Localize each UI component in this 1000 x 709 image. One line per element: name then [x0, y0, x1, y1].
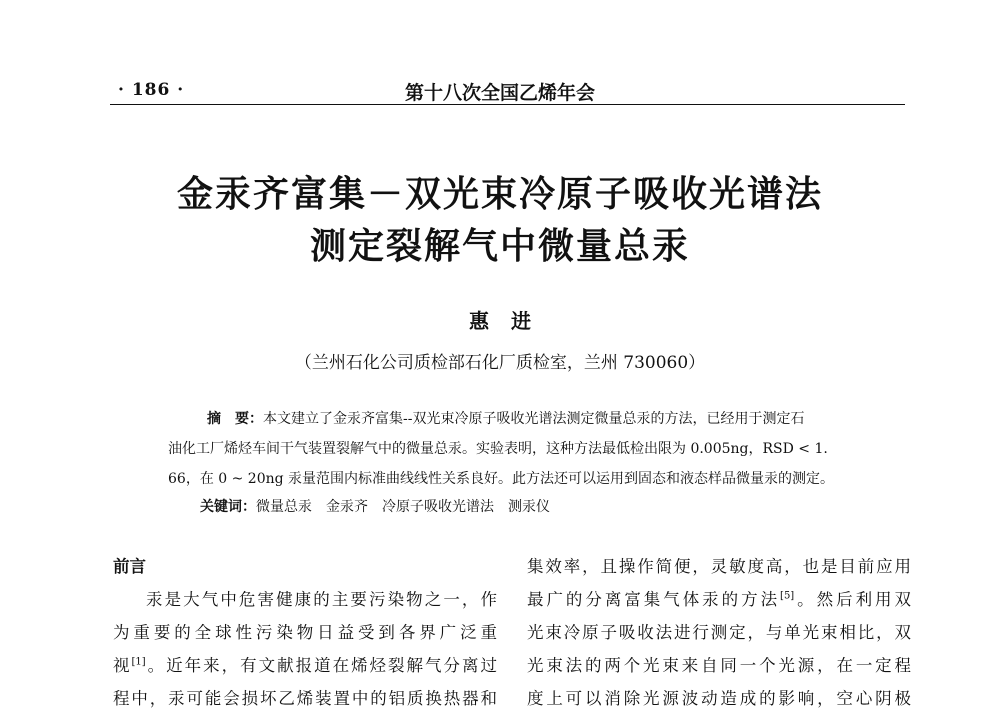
keywords-text: 微量总汞 金汞齐 冷原子吸收光谱法 测汞仪 [256, 499, 550, 515]
body-right-line-1: 集效率，且操作简便，灵敏度高，也是目前应用 [527, 557, 911, 576]
body-left-line-3 [113, 652, 497, 676]
abstract-label: 摘 要： [207, 411, 263, 427]
abstract-line-1 [207, 408, 907, 428]
body-right-line-2a: 最广的分离富集气体汞的方法 [527, 590, 781, 609]
header-rule [110, 104, 905, 105]
abstract-line-2: 油化工厂烯烃车间干气装置裂解气中的微量总汞。实验表明，这种方法最低检出限为 0.005ng，RSD < 1. [168, 441, 828, 457]
body-left-line-3b: 。近年来，有文献报道在烯烃裂解气分离过 [145, 656, 498, 675]
citation-1: [1] [131, 656, 146, 668]
page-header [0, 72, 1000, 106]
body-left-line-4: 程中，汞可能会损坏乙烯装置中的铝质换热器和 [113, 689, 497, 708]
keywords-line [200, 496, 900, 516]
body-left-line-2: 为重要的全球性污染物日益受到各界广泛重 [113, 623, 497, 642]
paper-title-line-1: 金汞齐富集－双光束冷原子吸收光谱法 [176, 174, 823, 215]
body-right-line-4: 光束法的两个光束来自同一个光源，在一定程 [527, 656, 911, 675]
running-title: 第十八次全国乙烯年会 [404, 82, 595, 104]
abstract-text-1: 本文建立了金汞齐富集--双光束冷原子吸收光谱法测定微量总汞的方法，已经用于测定石 [263, 411, 805, 427]
affiliation: （兰州石化公司质检部石化厂质检室，兰州 730060） [294, 353, 706, 373]
body-left-line-3a: 视 [113, 656, 132, 675]
abstract-line-3: 66，在 0 ~ 20ng 汞量范围内标准曲线线性关系良好。此方法还可以运用到固态和液态样品微量汞的测定。 [168, 471, 835, 487]
body-right-line-2b: 。然后利用双 [794, 590, 912, 609]
body-right-line-3: 光束冷原子吸收法进行测定，与单光束相比，双 [527, 623, 911, 642]
author-name: 惠进 [469, 309, 553, 333]
body-right-line-5: 度上可以消除光源波动造成的影响，空心阴极 [527, 689, 911, 708]
body-left-line-1: 汞是大气中危害健康的主要污染物之一，作 [146, 590, 497, 609]
citation-5: [5] [780, 590, 795, 602]
keywords-label: 关键词： [200, 499, 256, 515]
paper-title-line-2: 测定裂解气中微量总汞 [309, 226, 690, 267]
body-right-line-2 [527, 586, 911, 610]
page-number: · 186 · [118, 80, 185, 100]
section-heading-preface: 前言 [113, 557, 146, 576]
